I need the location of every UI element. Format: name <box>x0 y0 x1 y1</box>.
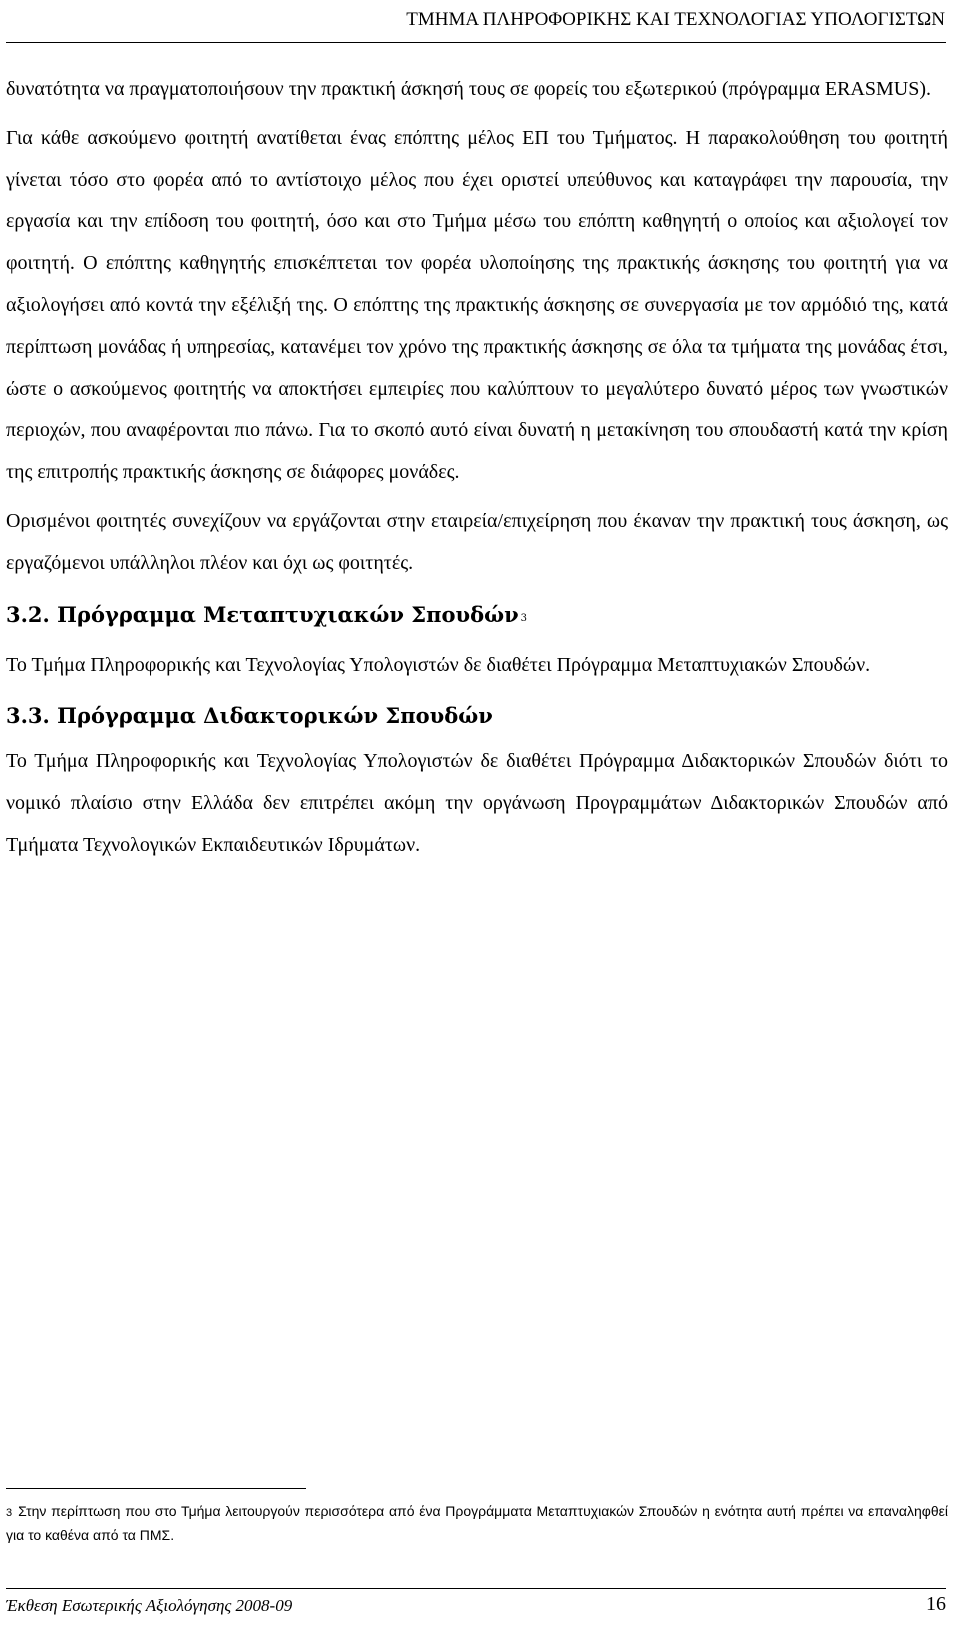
footnote-mark: 3 <box>6 1507 13 1519</box>
section-heading-3-3: 3.3. Πρόγραμμα Διδακτορικών Σπουδών <box>6 703 493 729</box>
section-heading-3-2 <box>6 597 948 638</box>
paragraph-postgraduate: Το Τμήμα Πληροφορικής και Τεχνολογίας Υπολογιστών δε διαθέτει Πρόγραμμα Μεταπτυχιακών Σπουδών. <box>6 653 871 676</box>
footnote-reference[interactable]: 3 <box>520 612 528 624</box>
page-header: ΤΜΗΜΑ ΠΛΗΡΟΦΟΡΙΚΗΣ ΚΑΙ ΤΕΧΝΟΛΟΓΙΑΣ ΥΠΟΛΟΓΙΣΤΩΝ <box>406 9 945 30</box>
document-body <box>6 69 948 867</box>
paragraph-erasmus: δυνατότητα να πραγματοποιήσουν την πρακτική άσκησή τους σε φορείς του εξωτερικού (πρόγραμμα ERASMUS). <box>6 78 931 100</box>
header-divider <box>6 42 946 43</box>
page-number: 16 <box>926 1593 946 1615</box>
paragraph-supervision: Για κάθε ασκούμενο φοιτητή ανατίθεται ένας επόπτης μέλος ΕΠ του Τμήματος. Η παρακολούθηση του φοιτητή γίνεται τόσο στο φορέα από το αντίστοιχο μέλος που έχει οριστεί υπεύθυνος και καταγράφει την παρουσία, την εργασία και την επίδοση του φοιτητή, όσο και στο Τμήμα μέσω του επόπτη καθηγητή ο οποίος και αξιολογεί τον φοιτητή. Ο επόπτης καθηγητής επισκέπτεται τον φορέα υλοποίησης της πρακτικής άσκησης του φοιτητή για να αξιολογήσει από κοντά την εξέλιξή της. Ο επόπτης της πρακτικής άσκησης σε συνεργασία με τον αρμόδιό της, κατά περίπτωση μονάδας ή υπηρεσίας, κατανέμει τον χρόνο της πρακτικής άσκησης σε όλα τα τμήματα της μονάδας έτσι, ώστε ο ασκούμενος φοιτητής να αποκτήσει εμπειρίες που καλύπτουν το μεγαλύτερο δυνατό μέρος των γνωστικών περιοχών, που αναφέρονται πιο πάνω. Για το σκοπό αυτό είναι δυνατή η μετακίνηση του σπουδαστή κατά την κρίση της επιτροπής πρακτικής άσκησης σε διάφορες μονάδες. <box>6 126 948 484</box>
paragraph-employment: Ορισμένοι φοιτητές συνεχίζουν να εργάζονται στην εταιρεία/επιχείρηση που έκαναν την πρακτική τους άσκηση, ως εργαζόμενοι υπάλληλοι πλέον και όχι ως φοιτητές. <box>6 509 948 574</box>
paragraph-doctoral: Το Τμήμα Πληροφορικής και Τεχνολογίας Υπολογιστών δε διαθέτει Πρόγραμμα Διδακτορικών Σπουδών διότι το νομικό πλαίσιο στην Ελλάδα δεν επιτρέπει ακόμη την οργάνωση Προγραμμάτων Διδακτορικών Σπουδών από Τμήματα Τεχνολογικών Εκπαιδευτικών Ιδρυμάτων. <box>6 750 948 856</box>
footnote <box>6 1500 948 1546</box>
section-heading-3-2-text: 3.2. Πρόγραμμα Μεταπτυχιακών Σπουδών <box>6 601 519 627</box>
footnote-divider <box>6 1488 306 1489</box>
footer-divider <box>6 1588 946 1589</box>
footnote-text: Στην περίπτωση που στο Τμήμα λειτουργούν περισσότερα από ένα Προγράμματα Μεταπτυχιακών Σπουδών η ενότητα αυτή πρέπει να επαναληφθεί για το καθένα από τα ΠΜΣ. <box>6 1503 948 1543</box>
footer-report-title: Έκθεση Εσωτερικής Αξιολόγησης 2008-09 <box>6 1596 293 1615</box>
